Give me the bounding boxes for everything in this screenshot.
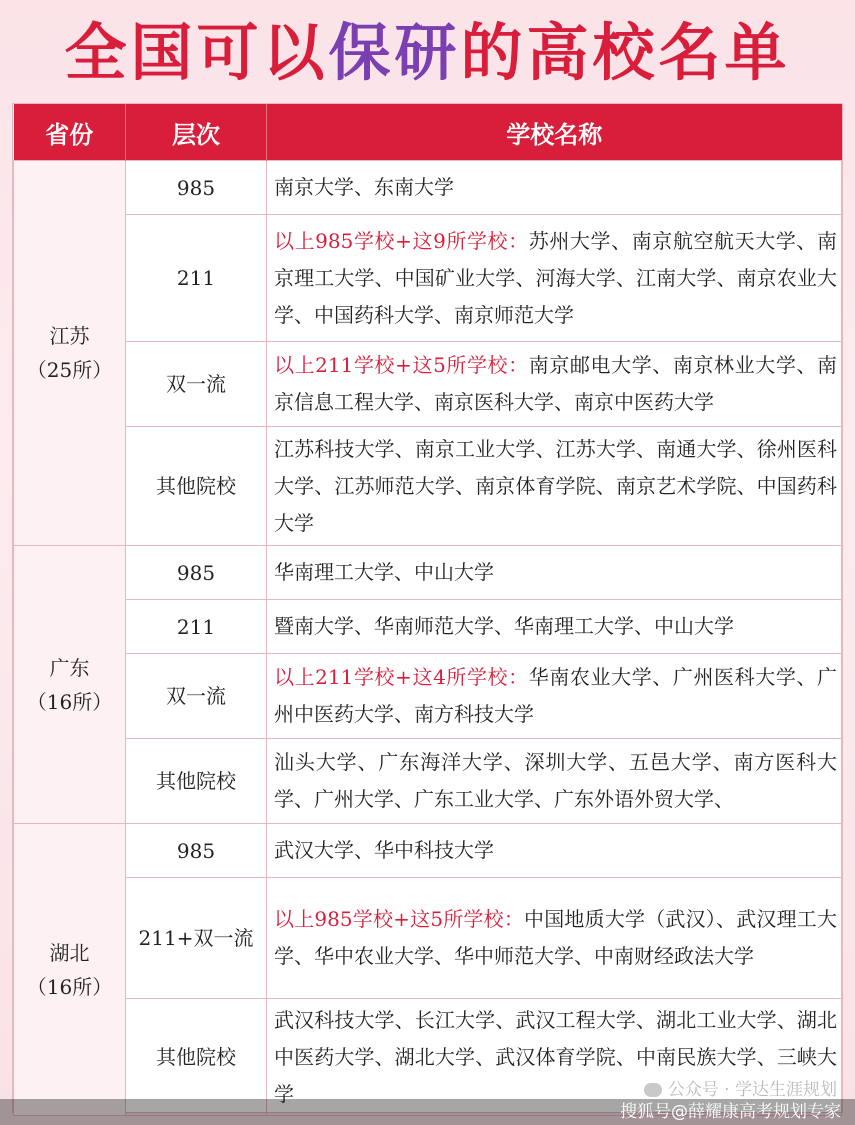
title-part-2: 保研	[328, 16, 461, 89]
schools-cell	[267, 600, 842, 654]
schools-cell	[267, 878, 842, 999]
page-title	[0, 0, 855, 95]
table-row	[14, 878, 842, 999]
footer-source-bar: 搜狐号@薛耀康高考规划专家	[0, 1099, 855, 1125]
province-name: 湖北	[49, 940, 90, 965]
header-province: 省份	[14, 104, 126, 161]
schools-cell	[267, 215, 842, 342]
schools-list: 华南农业大学、广州医科大学、广州中医药大学、南方科技大学	[274, 665, 838, 726]
table-row	[14, 739, 842, 824]
level-cell: 其他院校	[126, 739, 267, 824]
schools-cell	[267, 654, 842, 739]
schools-cell	[267, 739, 842, 824]
schools-cell	[267, 161, 842, 215]
schools-list: 江苏科技大学、南京工业大学、江苏大学、南通大学、徐州医科大学、江苏师范大学、南京体育学院、南京艺术学院、中国药科大学	[274, 436, 837, 535]
wechat-watermark	[644, 1075, 837, 1100]
table-row	[14, 654, 842, 739]
level-cell: 985	[126, 161, 267, 215]
table-row	[14, 427, 842, 546]
schools-list: 中国地质大学（武汉）、武汉理工大学、华中农业大学、华中师范大学、中南财经政法大学	[274, 907, 837, 968]
level-cell: 985	[126, 824, 267, 878]
header-level: 层次	[126, 104, 267, 161]
table-row	[14, 600, 842, 654]
province-cell-guangdong	[14, 546, 126, 824]
province-name: 江苏	[49, 324, 90, 348]
wechat-icon	[644, 1083, 662, 1097]
table-row	[14, 546, 842, 600]
table-row	[14, 161, 842, 215]
schools-prefix: 以上985学校+这9所学校：	[274, 228, 529, 253]
schools-list: 武汉科技大学、长江大学、武汉工程大学、湖北工业大学、湖北中医药大学、湖北大学、武汉体育学院、中南民族大学、三峡大学	[274, 1007, 837, 1106]
table-row	[14, 824, 842, 878]
title-part-3: 的高校名单	[460, 16, 791, 89]
table-row	[14, 342, 842, 427]
schools-cell	[267, 824, 842, 878]
province-count: （16所）	[26, 974, 113, 999]
schools-list: 南京大学、东南大学	[274, 175, 454, 199]
level-cell: 211	[126, 600, 267, 654]
schools-list: 暨南大学、华南师范大学、华南理工大学、中山大学	[274, 614, 734, 638]
level-cell: 双一流	[126, 654, 267, 739]
schools-list: 南京邮电大学、南京林业大学、南京信息工程大学、南京医科大学、南京中医药大学	[274, 353, 838, 414]
schools-list: 武汉大学、华中科技大学	[274, 838, 494, 862]
level-cell: 211+双一流	[126, 878, 267, 999]
schools-cell	[267, 546, 842, 600]
level-cell: 其他院校	[126, 427, 267, 546]
level-cell: 其他院校	[126, 999, 267, 1116]
schools-list: 华南理工大学、中山大学	[274, 560, 494, 584]
level-cell: 双一流	[126, 342, 267, 427]
province-cell-hubei	[14, 824, 126, 1116]
watermark-text: 公众号 · 学达生涯规划	[667, 1080, 837, 1100]
schools-list: 汕头大学、广东海洋大学、深圳大学、五邑大学、南方医科大学、广州大学、广东工业大学、广东外语外贸大学、	[274, 750, 837, 811]
schools-cell	[267, 342, 842, 427]
title-part-1: 全国可以	[64, 16, 329, 89]
schools-cell	[267, 427, 842, 546]
province-name: 广东	[49, 655, 90, 680]
province-cell-jiangsu	[14, 161, 126, 546]
level-cell: 985	[126, 546, 267, 600]
schools-table	[13, 104, 842, 1116]
schools-prefix: 以上211学校+这5所学校：	[274, 353, 529, 377]
province-count: （16所）	[26, 689, 113, 714]
table-row	[14, 215, 842, 342]
schools-table-container	[12, 103, 843, 1113]
province-count: （25所）	[26, 358, 113, 382]
level-cell: 211	[126, 215, 267, 342]
schools-prefix: 以上985学校+这5所学校：	[274, 907, 525, 931]
header-schools: 学校名称	[267, 104, 842, 161]
schools-prefix: 以上211学校+这4所学校：	[274, 665, 529, 689]
table-header-row	[14, 104, 842, 161]
schools-list: 苏州大学、南京航空航天大学、南京理工大学、中国矿业大学、河海大学、江南大学、南京农业大学、中国药科大学、南京师范大学	[274, 228, 838, 327]
